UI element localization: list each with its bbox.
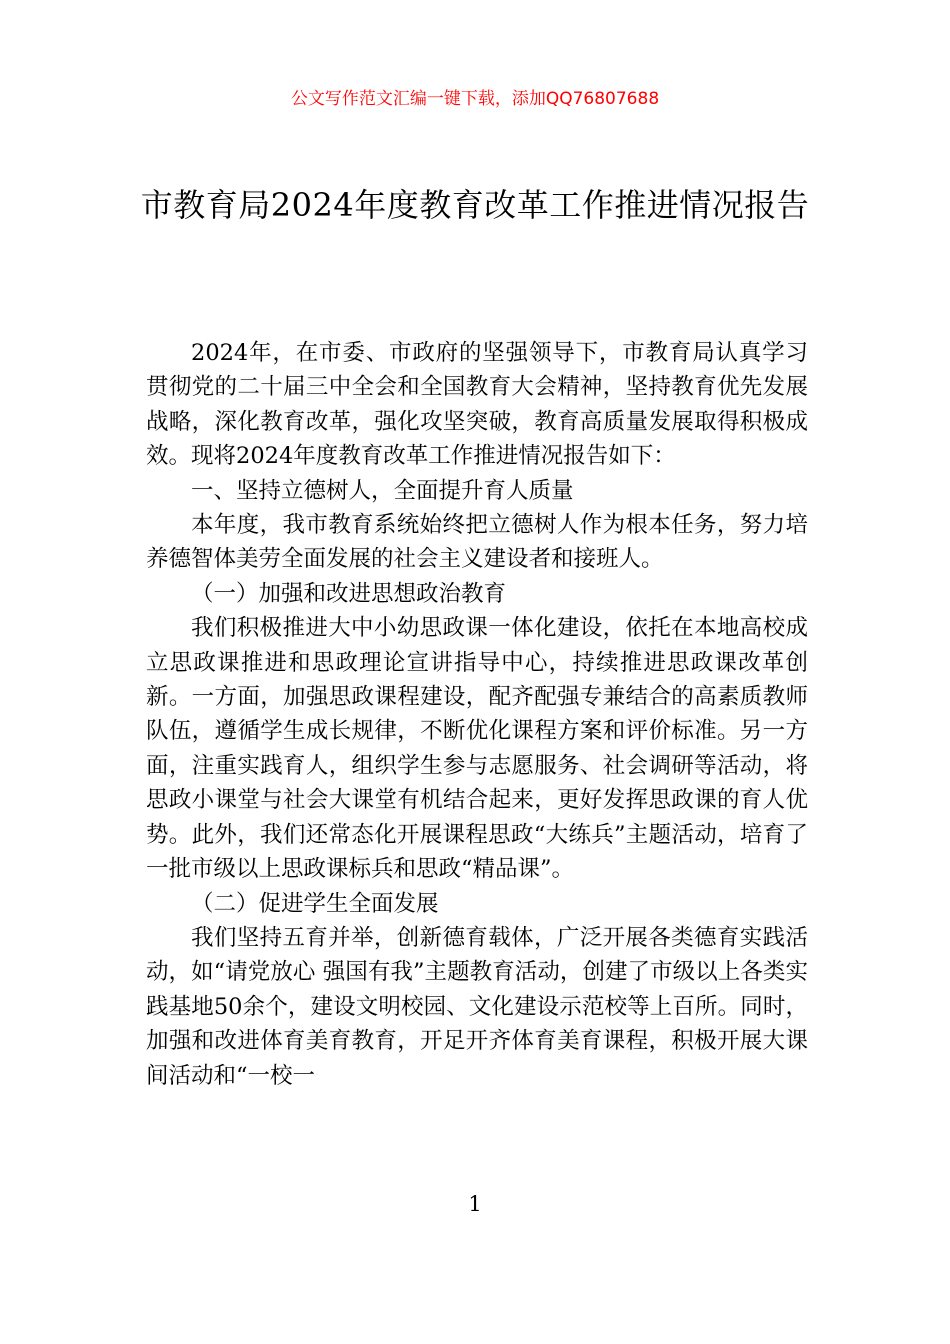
document-title: 市教育局2024年度教育改革工作推进情况报告	[140, 186, 810, 224]
section-1-intro-paragraph: 本年度，我市教育系统始终把立德树人作为根本任务，努力培养德智体美劳全面发展的社会主义建设者和接班人。	[146, 512, 808, 573]
subsection-1-paragraph: 我们积极推进大中小幼思政课一体化建设，依托在本地高校成立思政课推进和思政理论宣讲指导中心，持续推进思政课改革创新。一方面，加强思政课程建设，配齐配强专兼结合的高素质教师队伍，遵循学生成长规律，不断优化课程方案和评价标准。另一方面，注重实践育人，组织学生参与志愿服务、社会调研等活动，将思政小课堂与社会大课堂有机结合起来，更好发挥思政课的育人优势。此外，我们还常态化开展课程思政“大练兵”主题活动，培育了一批市级以上思政课标兵和思政“精品课”。	[146, 615, 808, 883]
subsection-heading-2: （二）促进学生全面发展	[191, 890, 439, 917]
section-heading-1: 一、坚持立德树人，全面提升育人质量	[191, 477, 574, 504]
page-number: 1	[468, 1192, 482, 1216]
document-body	[146, 336, 808, 1093]
subsection-2-paragraph: 我们坚持五育并举，创新德育载体，广泛开展各类德育实践活动，如“请党放心 强国有我”主题教育活动，创建了市级以上各类实践基地50余个，建设文明校园、文化建设示范校等上百所。同时，加强和改进体育美育教育，开足开齐体育美育课程，积极开展大课间活动和“一校一	[146, 924, 808, 1089]
subsection-heading-1: （一）加强和改进思想政治教育	[191, 580, 507, 607]
intro-paragraph: 2024年，在市委、市政府的坚强领导下，市教育局认真学习贯彻党的二十届三中全会和全国教育大会精神，坚持教育优先发展战略，深化教育改革，强化攻坚突破，教育高质量发展取得积极成效。现将2024年度教育改革工作推进情况报告如下：	[146, 340, 808, 470]
download-banner: 公文写作范文汇编一键下载，添加QQ76807688	[290, 89, 660, 109]
